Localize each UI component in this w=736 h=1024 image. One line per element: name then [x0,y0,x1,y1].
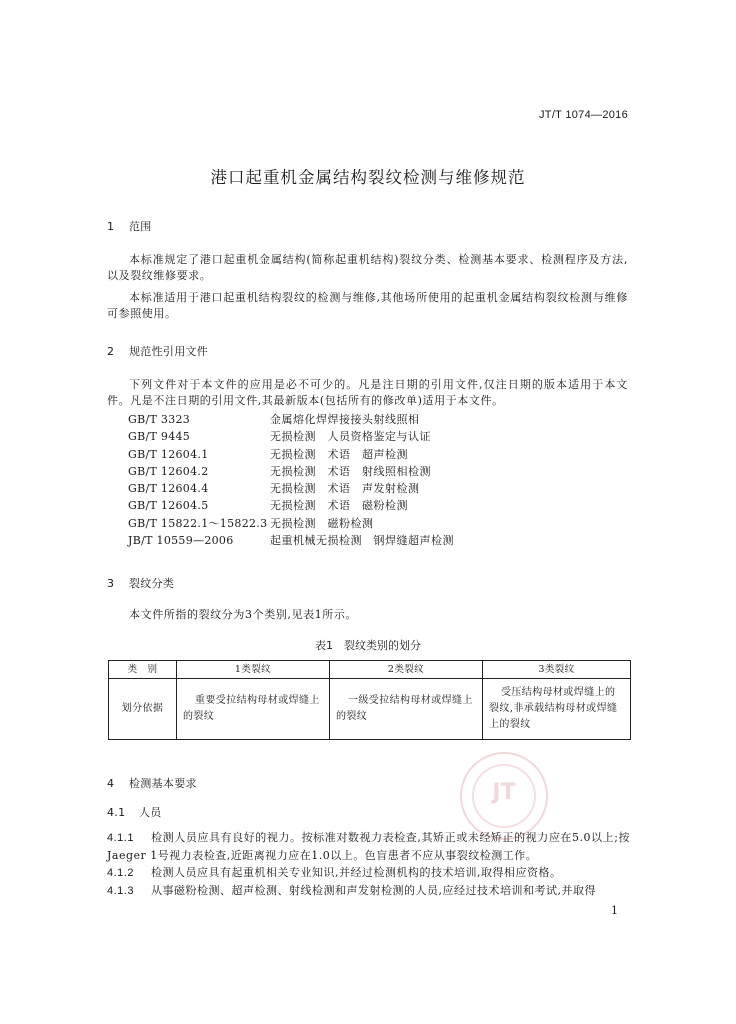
crack-classification-table [108,660,631,740]
reference-title: 无损检测 磁粉检测 [270,516,374,530]
normative-references-list [128,411,454,549]
section-number: 1 [107,220,115,233]
reference-title: 无损检测 术语 超声检测 [270,447,408,461]
reference-title: 无损检测 术语 射线照相检测 [270,464,431,478]
section-number: 2 [107,345,115,358]
table-header-cell: 类 别 [109,661,177,679]
table-header-cell: 3类裂纹 [483,661,631,679]
section-number: 4 [107,777,115,790]
document-title: 港口起重机金属结构裂纹检测与维修规范 [210,168,526,187]
reference-item [128,515,454,532]
page-number: 1 [611,904,618,917]
table-caption: 表1 裂纹类别的划分 [315,639,421,652]
reference-code: GB/T 12604.2 [128,464,209,478]
table-header-cell: 1类裂纹 [177,661,330,679]
reference-title: 金属熔化焊焊接接头射线照相 [270,413,420,426]
section-2-heading [107,343,208,359]
reference-item [128,428,454,445]
section-2-paragraph-1: 下列文件对于本文件的应用是必不可少的。凡是注日期的引用文件,仅注日期的版本适用于本文件。凡是不注日期的引用文件,其最新版本(包括所有的修改单)适用于本文件。 [107,378,628,407]
reference-code: GB/T 15822.1～15822.3 [128,516,268,530]
section-title: 检测基本要求 [129,777,197,790]
clause-4-1-3 [107,882,630,900]
section-title: 范围 [129,220,152,233]
clause-number: 4.1.1 [107,832,134,844]
watermark-stamp [460,752,548,840]
section-1-paragraph-1: 本标准规定了港口起重机金属结构(简称起重机结构)裂纹分类、检测基本要求、检测程序及方法,以及裂纹维修要求。 [107,253,628,282]
reference-code: GB/T 9445 [128,430,191,444]
clause-number: 4.1.2 [107,867,134,879]
section-number: 3 [107,577,115,590]
reference-title: 起重机械无损检测 钢焊缝超声检测 [270,534,454,548]
reference-title: 无损检测 术语 磁粉检测 [270,499,408,513]
section-1-paragraph-2: 本标准适用于港口起重机结构裂纹的检测与维修,其他场所使用的起重机金属结构裂纹检测与维修可参照使用。 [107,291,628,320]
table-cell: 重要受拉结构母材或焊缝上的裂纹 [177,679,330,740]
table-cell: 一级受拉结构母材或焊缝上的裂纹 [330,679,483,740]
table-header-row [109,661,631,679]
table-row [109,679,631,740]
clause-text: 检测人员应具有起重机相关专业知识,并经过检测机构的技术培训,取得相应资格。 [151,866,562,879]
section-3-heading [107,575,174,591]
reference-item [128,480,454,497]
subsection-4-1-heading [107,804,162,820]
reference-item [128,497,454,514]
section-title: 裂纹分类 [129,577,175,590]
reference-code: JB/T 10559—2006 [128,534,234,548]
subsection-title: 人员 [139,806,162,819]
reference-title: 无损检测 人员资格鉴定与认证 [270,430,431,444]
watermark-text: JT [492,780,516,805]
reference-item [128,463,454,480]
reference-item [128,446,454,463]
section-4-heading [107,775,197,791]
standard-code: JT/T 1074—2016 [539,109,628,121]
clause-number: 4.1.3 [107,885,134,897]
reference-code: GB/T 12604.4 [128,482,209,496]
subsection-number: 4.1 [107,806,126,819]
clause-text: 从事磁粉检测、超声检测、射线检测和声发射检测的人员,应经过技术培训和考试,并取得 [151,884,596,897]
section-1-heading [107,218,152,234]
clause-4-1-1 [107,829,630,864]
clause-text: 检测人员应具有良好的视力。按标准对数视力表检查,其矫正或未经矫正的视力应在5.0以上;按Jaeger 1号视力表检查,近距离视力应在1.0以上。色盲患者不应从事裂纹检测工作。 [107,831,630,862]
clause-4-1-2 [107,864,630,882]
reference-code: GB/T 12604.1 [128,447,209,461]
reference-code: GB/T 12604.5 [128,499,209,513]
reference-item [128,411,454,428]
reference-code: GB/T 3323 [128,413,191,426]
reference-item [128,532,454,549]
table-cell: 划分依据 [109,679,177,740]
section-title: 规范性引用文件 [129,345,209,358]
section-3-paragraph-1: 本文件所指的裂纹分为3个类别,见表1所示。 [129,608,358,621]
table-header-cell: 2类裂纹 [330,661,483,679]
table-cell: 受压结构母材或焊缝上的裂纹,非承载结构母材或焊缝上的裂纹 [483,679,631,740]
reference-title: 无损检测 术语 声发射检测 [270,482,420,496]
